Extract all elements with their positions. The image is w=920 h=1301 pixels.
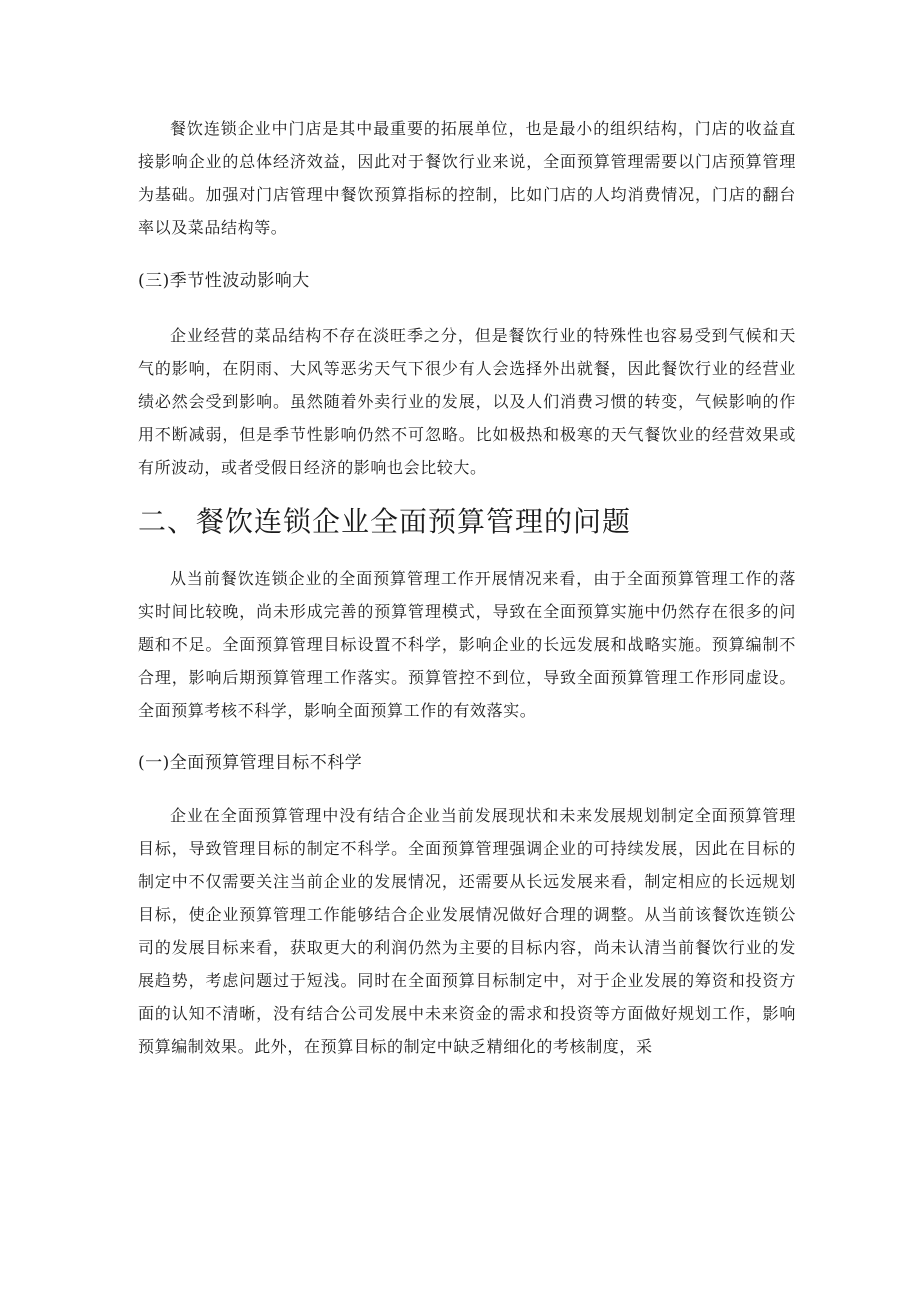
paragraph-seasonal-impact: 企业经营的菜品结构不存在淡旺季之分，但是餐饮行业的特殊性也容易受到气候和天气的影响，在阴雨、大风等恶劣天气下很少有人会选择外出就餐，因此餐饮行业的经营业绩必然会受到影响。虽然随着外卖行业的发展，以及人们消费习惯的转变，气候影响的作用不断减弱，但是季节性影响仍然不可忽略。比如极热和极寒的天气餐饮业的经营效果或有所波动，或者受假日经济的影响也会比较大。 xyxy=(138,326,796,477)
subheading-unscientific-goals: (一)全面预算管理目标不科学 xyxy=(138,753,363,773)
paragraph-goal-setting: 企业在全面预算管理中没有结合企业当前发展现状和未来发展规划制定全面预算管理目标，导致管理目标的制定不科学。全面预算管理强调企业的可持续发展，因此在目标的制定中不仅需要关注当前企业的发展情况，还需要从长远发展来看，制定相应的长远规划目标，使企业预算管理工作能够结合企业发展情况做好合理的调整。从当前该餐饮连锁公司的发展目标来看，获取更大的利润仍然为主要的目标内容，尚未认清当前餐饮行业的发展趋势，考虑问题过于短浅。同时在全面预算目标制定中，对于企业发展的筹资和投资方面的认知不清晰，没有结合公司发展中未来资金的需求和投资等方面做好规划工作，影响预算编制效果。此外，在预算目标的制定中缺乏精细化的考核制度，采 xyxy=(138,806,796,1056)
paragraph-problems-overview: 从当前餐饮连锁企业的全面预算管理工作开展情况来看，由于全面预算管理工作的落实时间比较晚，尚未形成完善的预算管理模式，导致在全面预算实施中仍然存在很多的问题和不足。全面预算管理目标设置不科学，影响企业的长远发展和战略实施。预算编制不合理，影响后期预算管理工作落实。预算管控不到位，导致全面预算管理工作形同虚设。全面预算考核不科学，影响全面预算工作的有效落实。 xyxy=(138,569,796,720)
document-page xyxy=(138,112,796,1063)
subheading-seasonal-fluctuation: (三)季节性波动影响大 xyxy=(138,271,310,291)
section-heading-budget-problems: 二、餐饮连锁企业全面预算管理的问题 xyxy=(138,505,632,538)
paragraph-store-budget: 餐饮连锁企业中门店是其中最重要的拓展单位，也是最小的组织结构，门店的收益直接影响企业的总体经济效益，因此对于餐饮行业来说，全面预算管理需要以门店预算管理为基础。加强对门店管理中餐饮预算指标的控制，比如门店的人均消费情况，门店的翻台率以及菜品结构等。 xyxy=(138,119,796,237)
